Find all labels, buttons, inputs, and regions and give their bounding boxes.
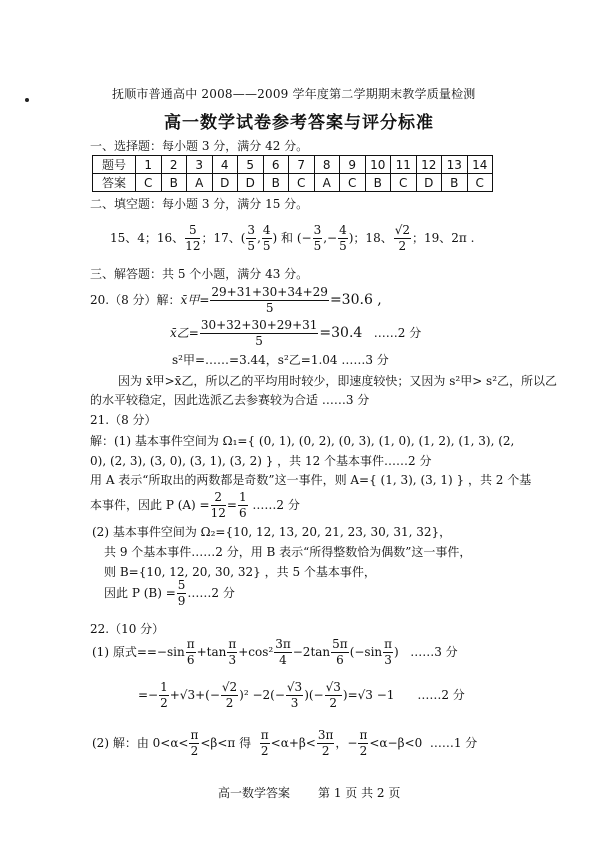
- text: +√3+(−: [169, 688, 220, 702]
- table-cell: 4: [212, 156, 238, 174]
- fraction: [331, 637, 349, 668]
- denominator: 12: [185, 239, 201, 253]
- answer-table-answer-row: [93, 174, 493, 192]
- q22-line3: [92, 728, 477, 759]
- q20-conclusion-1: 因为 x̄甲>x̄乙，所以乙的平均用时较少，即速度较快；又因为 s²甲> s²乙，所以乙: [118, 374, 558, 388]
- text: x̄乙=: [170, 326, 199, 340]
- q21-line7: 则 B={10, 12, 20, 30, 32} ，共 5 个基本事件，: [104, 565, 376, 579]
- table-cell: 14: [467, 156, 493, 174]
- text: ，−: [335, 736, 358, 750]
- fraction: [238, 490, 248, 521]
- table-cell: D: [212, 174, 238, 192]
- fraction: [260, 728, 270, 759]
- table-cell: 5: [238, 156, 264, 174]
- score: ……2 分: [417, 688, 465, 702]
- table-cell: A: [187, 174, 213, 192]
- q20-variance: s²甲=……=3.44，s²乙=1.04 ……3 分: [172, 353, 389, 367]
- text: )² −2(−: [239, 688, 285, 702]
- numerator: 5π: [332, 637, 348, 651]
- scan-speck: [25, 98, 29, 102]
- text: +cos²: [238, 645, 274, 659]
- fraction: [313, 223, 323, 254]
- section-1-heading: 一、选择题：每小题 3 分，满分 42 分。: [90, 139, 309, 153]
- fraction: [189, 728, 199, 759]
- numerator: 1: [238, 490, 247, 504]
- q21-line8: [104, 578, 235, 609]
- denominator: 9: [177, 594, 186, 608]
- q21-line6: 共 9 个基本事件……2 分，用 B 表示“所得整数恰为偶数”这一事件，: [104, 545, 472, 559]
- q21-line2: 0), (2, 3), (3, 0), (3, 1), (3, 2) } ，共 12 个基本事件……2 分: [90, 454, 432, 468]
- table-cell: B: [365, 174, 391, 192]
- table-cell: C: [340, 174, 366, 192]
- denominator: 5: [313, 239, 322, 253]
- numerator: 3π: [275, 637, 291, 651]
- footer-page-number: 第 1 页 共 2 页: [318, 786, 401, 800]
- text: (1) 原式==−sin: [92, 645, 185, 659]
- numerator: 4: [339, 223, 347, 237]
- score: ……2 分: [373, 326, 422, 340]
- q22-line2: [138, 680, 465, 711]
- fraction: [210, 285, 329, 316]
- denominator: 5: [247, 239, 256, 253]
- numerator: √3: [286, 680, 303, 694]
- table-cell: C: [391, 174, 417, 192]
- q20-line1: [90, 285, 382, 316]
- fill-in-answers: [110, 223, 474, 254]
- fraction: [358, 728, 368, 759]
- fraction: [200, 318, 319, 349]
- denominator: 2: [225, 696, 234, 710]
- table-cell: D: [416, 174, 442, 192]
- fraction: [186, 637, 196, 668]
- table-cell: 9: [340, 156, 366, 174]
- numerator: π: [190, 728, 199, 742]
- text: −2tan: [292, 645, 331, 659]
- text: 15、4；16、: [110, 231, 185, 245]
- score: ……2 分: [187, 586, 235, 600]
- denominator: 2: [329, 696, 338, 710]
- q21-label: 21.（8 分）: [90, 413, 157, 427]
- denominator: 2: [321, 744, 330, 758]
- numerator: 1: [160, 680, 168, 694]
- footer-left: 高一数学答案: [218, 786, 291, 800]
- numerator: √2: [394, 223, 410, 237]
- denominator: 2: [260, 744, 269, 758]
- table-cell: 10: [365, 156, 391, 174]
- denominator: 6: [238, 506, 247, 520]
- fraction: [185, 223, 200, 254]
- denominator: 3: [384, 653, 392, 667]
- numerator: 3: [247, 223, 256, 237]
- page-title: 高一数学试卷参考答案与评分标准: [164, 113, 434, 133]
- denominator: 3: [290, 696, 299, 710]
- text: (−sin: [349, 645, 383, 659]
- numerator: √3: [325, 680, 341, 694]
- denominator: 2: [190, 744, 199, 758]
- text: )(−: [304, 688, 324, 702]
- numerator: 4: [262, 223, 271, 237]
- text: ,−: [323, 231, 338, 245]
- numerator: π: [384, 637, 393, 651]
- fraction: [394, 223, 411, 254]
- text: =: [226, 498, 237, 512]
- q20-label: 20.（8 分）解：: [90, 293, 181, 307]
- table-cell: 2: [161, 156, 187, 174]
- text: 本事件，因此 P (A) =: [90, 498, 210, 512]
- fraction: [325, 680, 342, 711]
- table-cell: 12: [416, 156, 442, 174]
- text: x̄甲=: [180, 293, 210, 307]
- text: <α+β<: [270, 736, 316, 750]
- text: +tan: [196, 645, 227, 659]
- q20-conclusion-2: 的水平较稳定，因此选派乙去参赛较为合适 ……3 分: [90, 393, 370, 407]
- numerator: π: [260, 728, 269, 742]
- numerator: 29+31+30+34+29: [211, 285, 328, 299]
- fraction: [262, 223, 272, 254]
- score: ……2 分: [252, 498, 300, 512]
- table-cell: 7: [289, 156, 315, 174]
- table-cell: 6: [263, 156, 289, 174]
- fraction: [338, 223, 348, 254]
- denominator: 6: [336, 653, 344, 667]
- numerator: 3: [313, 223, 322, 237]
- q21-line5: (2) 基本事件空间为 Ω₂={10, 12, 13, 20, 21, 23, 30, 31, 32}，: [92, 525, 452, 539]
- fraction: [317, 728, 335, 759]
- text: =30.4: [319, 325, 363, 341]
- section-2-heading: 二、填空题：每小题 3 分，满分 15 分。: [90, 197, 309, 211]
- text: ,: [257, 231, 261, 245]
- text: )=√3 −1: [342, 688, 395, 702]
- answer-table-number-row: [93, 156, 493, 174]
- q21-line1: 解：(1) 基本事件空间为 Ω₁={ (0, 1), (0, 2), (0, 3), (1, 0), (1, 2), (1, 3), (2,: [90, 434, 515, 448]
- table-cell: 3: [187, 156, 213, 174]
- table-cell: C: [136, 174, 162, 192]
- table-cell: C: [289, 174, 315, 192]
- fraction: [211, 490, 226, 521]
- text: (2) 解：由 0<α<: [92, 736, 189, 750]
- table-cell: D: [238, 174, 264, 192]
- denominator: 2: [398, 239, 407, 253]
- q22-label: 22.（10 分）: [90, 622, 165, 636]
- denominator: 5: [255, 334, 263, 348]
- denominator: 5: [265, 301, 274, 315]
- table-cell: 13: [442, 156, 468, 174]
- table-cell: B: [161, 174, 187, 192]
- q20-line2: [170, 318, 421, 349]
- text: ；19、2π .: [411, 231, 475, 245]
- fraction: [159, 680, 169, 711]
- text: <α−β<0: [369, 736, 423, 750]
- numerator: π: [359, 728, 368, 742]
- row-label-answer: 答案: [93, 174, 136, 192]
- table-cell: 1: [136, 156, 162, 174]
- fraction: [274, 637, 292, 668]
- text: =−: [138, 688, 159, 702]
- text: 因此 P (B) =: [104, 586, 176, 600]
- fraction: [383, 637, 393, 668]
- text: ) 和 (−: [272, 231, 312, 245]
- section-3-heading: 三、解答题：共 5 个小题，满分 43 分。: [90, 267, 309, 281]
- denominator: 12: [210, 506, 226, 520]
- text: =30.6 ,: [329, 292, 382, 308]
- q21-line3: 用 A 表示“所取出的两数都是奇数”这一事件，则 A={ (1, 3), (3, 1) } ，共 2 个基: [90, 473, 532, 487]
- table-cell: B: [263, 174, 289, 192]
- numerator: 3π: [317, 728, 334, 742]
- table-cell: 8: [314, 156, 340, 174]
- numerator: 5: [185, 223, 200, 239]
- denominator: 4: [279, 653, 287, 667]
- denominator: 6: [186, 653, 195, 667]
- numerator: √2: [221, 680, 238, 694]
- text: )；18、: [348, 231, 393, 245]
- denominator: 5: [262, 239, 271, 253]
- table-cell: 11: [391, 156, 417, 174]
- denominator: 2: [359, 744, 368, 758]
- row-label-number: 题号: [93, 156, 136, 174]
- fraction: [246, 223, 256, 254]
- fraction: [221, 680, 238, 711]
- text: ；17、(: [201, 231, 246, 245]
- numerator: 2: [211, 490, 226, 506]
- numerator: 5: [177, 578, 186, 592]
- q22-line1: [92, 637, 458, 668]
- denominator: 3: [228, 653, 237, 667]
- q21-line4: [90, 490, 300, 521]
- text: <β<π 得: [200, 736, 252, 750]
- table-cell: A: [314, 174, 340, 192]
- fraction: [286, 680, 303, 711]
- text: ): [394, 645, 399, 659]
- numerator: π: [186, 637, 195, 651]
- table-cell: C: [467, 174, 493, 192]
- score: ……1 分: [429, 736, 478, 750]
- denominator: 2: [160, 696, 168, 710]
- score: ……3 分: [410, 645, 458, 659]
- fraction: [227, 637, 237, 668]
- numerator: π: [228, 637, 237, 651]
- answer-table: [92, 155, 493, 192]
- numerator: 30+32+30+29+31: [200, 318, 318, 332]
- table-cell: B: [442, 174, 468, 192]
- exam-title: 抚顺市普通高中 2008——2009 学年度第二学期期末教学质量检测: [112, 87, 476, 101]
- fraction: [177, 578, 187, 609]
- denominator: 5: [339, 239, 347, 253]
